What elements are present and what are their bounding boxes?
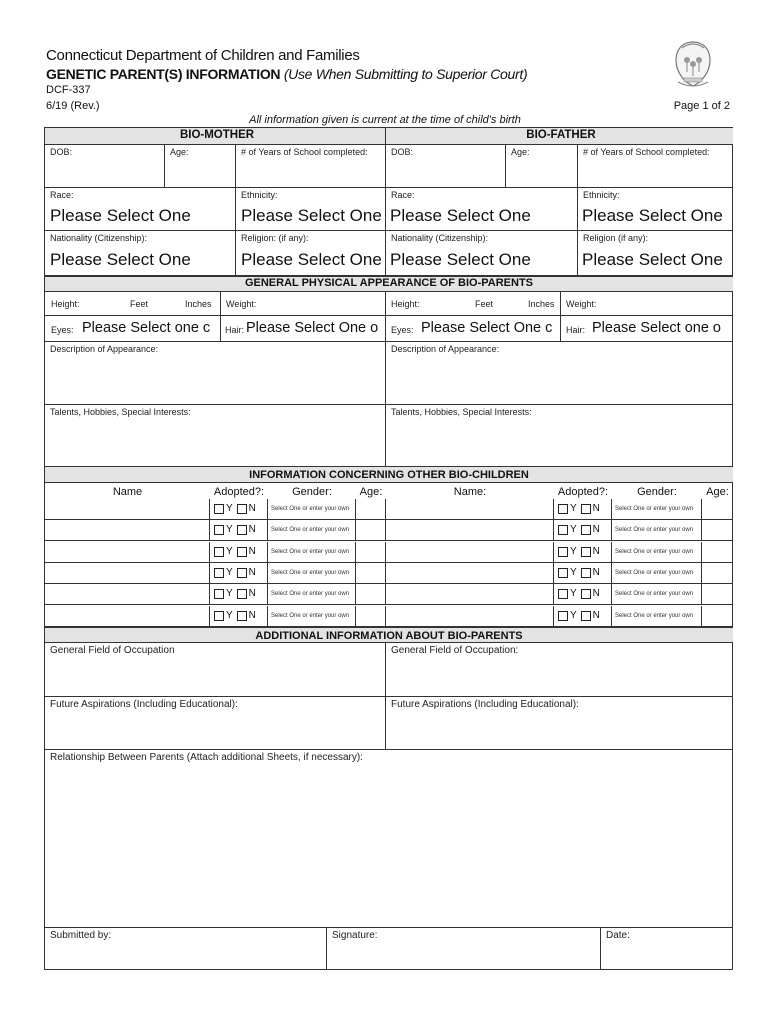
yes-checkbox[interactable]: [558, 504, 568, 514]
mother-child-name-input[interactable]: [45, 499, 210, 520]
father-child-age-input[interactable]: [702, 584, 733, 605]
father-age-label: Age:: [511, 147, 530, 157]
no-checkbox[interactable]: [237, 504, 247, 514]
yes-checkbox[interactable]: [214, 568, 224, 578]
father-inches-label: Inches: [528, 299, 555, 309]
mother-child-name-input[interactable]: [45, 584, 210, 605]
no-checkbox[interactable]: [581, 568, 591, 578]
father-height-label: Height:: [391, 299, 420, 309]
father-child-gender-select[interactable]: Select One or enter your own: [615, 591, 694, 597]
father-child-gender-header: Gender:: [637, 486, 677, 498]
father-child-age-input[interactable]: [702, 520, 733, 541]
mother-child-gender-select[interactable]: Select One or enter your own: [271, 549, 350, 555]
additional-section-header: [45, 627, 733, 643]
father-nationality-label: Nationality (Citizenship):: [391, 233, 489, 243]
mother-child-name-input[interactable]: [45, 606, 210, 627]
submitted-by-label: Submitted by:: [50, 930, 112, 941]
mother-child-name-header: Name: [112, 486, 143, 498]
bio-mother-heading: BIO-MOTHER: [179, 129, 255, 141]
form-revision: 6/19 (Rev.): [46, 100, 100, 112]
father-aspirations-field[interactable]: [386, 697, 733, 750]
father-child-age-input[interactable]: [702, 499, 733, 520]
mother-dob-field[interactable]: [45, 145, 165, 188]
mother-talents-label: Talents, Hobbies, Special Interests:: [50, 407, 191, 417]
mother-age-field[interactable]: [165, 145, 236, 188]
mother-child-adopted-options: [214, 503, 256, 514]
mother-ethnicity-label: Ethnicity:: [241, 190, 278, 200]
father-child-adopted-options: [558, 546, 600, 557]
mother-child-gender-select[interactable]: Select One or enter your own: [271, 506, 350, 512]
father-nationality-select[interactable]: Please Select One: [390, 250, 531, 269]
mother-child-age-input[interactable]: [356, 563, 386, 584]
yes-label: Y: [226, 503, 233, 514]
father-ethnicity-select[interactable]: Please Select One: [582, 206, 723, 225]
mother-ethnicity-select[interactable]: Please Select One: [241, 206, 382, 225]
father-child-name-header: Name:: [453, 486, 487, 498]
no-checkbox[interactable]: [237, 589, 247, 599]
no-label: N: [592, 546, 600, 557]
father-child-name-input[interactable]: [386, 606, 554, 627]
father-occupation-field[interactable]: [386, 643, 733, 697]
mother-aspirations-label: Future Aspirations (Including Educational):: [50, 699, 238, 710]
mother-child-name-input[interactable]: [45, 563, 210, 584]
signature-label: Signature:: [332, 930, 378, 941]
mother-child-gender-select[interactable]: Select One or enter your own: [271, 613, 350, 619]
mother-race-select[interactable]: Please Select One: [50, 206, 191, 225]
signature-field[interactable]: [327, 928, 601, 969]
father-child-name-input[interactable]: [386, 520, 554, 541]
no-label: N: [592, 503, 600, 514]
father-child-gender-select[interactable]: Select One or enter your own: [615, 506, 694, 512]
father-child-age-input[interactable]: [702, 542, 733, 563]
no-checkbox[interactable]: [237, 611, 247, 621]
father-child-gender-select[interactable]: Select One or enter your own: [615, 527, 694, 533]
father-school-label: # of Years of School completed:: [583, 147, 710, 157]
date-field[interactable]: [601, 928, 733, 969]
no-label: N: [248, 588, 256, 599]
father-child-age-header: Age:: [706, 486, 729, 498]
page-number: Page 1 of 2: [673, 100, 730, 112]
mother-child-adopted-options: [214, 567, 256, 578]
no-checkbox[interactable]: [237, 547, 247, 557]
no-label: N: [592, 588, 600, 599]
yes-label: Y: [570, 567, 577, 578]
yes-label: Y: [570, 610, 577, 621]
current-info-note: All information given is current at the time of child's birth: [249, 114, 521, 126]
father-child-gender-select[interactable]: Select One or enter your own: [615, 613, 694, 619]
no-label: N: [592, 524, 600, 535]
yes-label: Y: [226, 588, 233, 599]
no-label: N: [592, 567, 600, 578]
yes-checkbox[interactable]: [558, 547, 568, 557]
father-race-select[interactable]: Please Select One: [390, 206, 531, 225]
father-age-field[interactable]: [506, 145, 578, 188]
father-child-name-input[interactable]: [386, 499, 554, 520]
father-race-label: Race:: [391, 190, 415, 200]
mother-child-gender-select[interactable]: Select One or enter your own: [271, 591, 350, 597]
father-child-name-input[interactable]: [386, 542, 554, 563]
mother-race-label: Race:: [50, 190, 74, 200]
father-religion-label: Religion (if any):: [583, 233, 649, 243]
father-eyes-label: Eyes:: [391, 325, 414, 335]
yes-checkbox[interactable]: [558, 525, 568, 535]
relationship-label: Relationship Between Parents (Attach additional Sheets, if necessary):: [50, 752, 363, 763]
father-dob-field[interactable]: [386, 145, 506, 188]
mother-child-age-input[interactable]: [356, 542, 386, 563]
mother-child-name-input[interactable]: [45, 542, 210, 563]
yes-checkbox[interactable]: [558, 589, 568, 599]
father-school-field[interactable]: [578, 145, 733, 188]
no-checkbox[interactable]: [581, 525, 591, 535]
mother-feet-label: Feet: [130, 299, 149, 309]
mother-description-field[interactable]: [45, 342, 386, 405]
appearance-section-header: [45, 276, 733, 292]
no-checkbox[interactable]: [237, 525, 247, 535]
mother-child-gender-header: Gender:: [292, 486, 332, 498]
father-child-adopted-options: [558, 610, 600, 621]
relationship-field[interactable]: [45, 750, 733, 928]
father-talents-label: Talents, Hobbies, Special Interests:: [391, 407, 532, 417]
yes-label: Y: [226, 610, 233, 621]
children-section-header: [45, 467, 733, 483]
no-checkbox[interactable]: [581, 589, 591, 599]
no-checkbox[interactable]: [581, 547, 591, 557]
mother-hair-label: Hair:: [225, 325, 245, 335]
form-code: DCF-337: [46, 84, 91, 96]
father-hair-select[interactable]: Please Select one o: [592, 320, 721, 336]
mother-child-age-header: Age:: [359, 486, 383, 498]
mother-hair-select[interactable]: Please Select One o: [246, 320, 379, 336]
father-talents-field[interactable]: [386, 405, 733, 467]
mother-nationality-label: Nationality (Citizenship):: [50, 233, 148, 243]
mother-height-label: Height:: [51, 299, 80, 309]
bio-father-heading: BIO-FATHER: [526, 129, 596, 141]
no-checkbox[interactable]: [581, 504, 591, 514]
mother-occupation-label: General Field of Occupation: [50, 645, 175, 656]
yes-label: Y: [226, 524, 233, 535]
submitted-by-field[interactable]: [45, 928, 327, 969]
mother-child-age-input[interactable]: [356, 606, 386, 627]
father-dob-label: DOB:: [391, 147, 414, 157]
mother-eyes-select[interactable]: Please Select one c: [82, 320, 211, 336]
yes-label: Y: [570, 546, 577, 557]
no-label: N: [592, 610, 600, 621]
father-child-age-input[interactable]: [702, 563, 733, 584]
yes-checkbox[interactable]: [214, 589, 224, 599]
mother-school-label: # of Years of School completed:: [241, 147, 368, 157]
mother-school-field[interactable]: [236, 145, 386, 188]
form-title-subtitle: (Use When Submitting to Superior Court): [283, 66, 528, 82]
appearance-section-title: GENERAL PHYSICAL APPEARANCE OF BIO-PARENTS: [244, 277, 534, 289]
no-label: N: [248, 524, 256, 535]
mother-child-age-input[interactable]: [356, 499, 386, 520]
father-aspirations-label: Future Aspirations (Including Educational):: [391, 699, 579, 710]
yes-label: Y: [570, 588, 577, 599]
no-label: N: [248, 567, 256, 578]
father-child-gender-select[interactable]: Select One or enter your own: [615, 549, 694, 555]
additional-section-title: ADDITIONAL INFORMATION ABOUT BIO-PARENTS: [255, 630, 523, 642]
no-checkbox[interactable]: [237, 568, 247, 578]
date-label: Date:: [606, 930, 630, 941]
form-title-main: GENETIC PARENT(S) INFORMATION: [46, 66, 281, 82]
father-child-name-input[interactable]: [386, 584, 554, 605]
mother-child-gender-select[interactable]: Select One or enter your own: [271, 527, 350, 533]
mother-child-name-input[interactable]: [45, 520, 210, 541]
yes-checkbox[interactable]: [558, 611, 568, 621]
yes-checkbox[interactable]: [558, 568, 568, 578]
mother-dob-label: DOB:: [50, 147, 73, 157]
father-description-label: Description of Appearance:: [391, 344, 500, 354]
father-religion-select[interactable]: Please Select One: [582, 250, 723, 269]
mother-inches-label: Inches: [185, 299, 212, 309]
mother-child-age-input[interactable]: [356, 584, 386, 605]
mother-aspirations-field[interactable]: [45, 697, 386, 750]
no-checkbox[interactable]: [581, 611, 591, 621]
father-child-adopted-options: [558, 503, 600, 514]
father-child-gender-select[interactable]: Select One or enter your own: [615, 570, 694, 576]
mother-age-label: Age:: [170, 147, 189, 157]
mother-child-adopted-options: [214, 588, 256, 599]
mother-nationality-select[interactable]: Please Select One: [50, 250, 191, 269]
no-label: N: [248, 610, 256, 621]
no-label: N: [248, 503, 256, 514]
form-title: [46, 66, 527, 82]
mother-religion-select[interactable]: Please Select One: [241, 250, 382, 269]
father-weight-field[interactable]: [561, 292, 733, 316]
mother-child-adopted-options: [214, 546, 256, 557]
yes-checkbox[interactable]: [214, 611, 224, 621]
yes-checkbox[interactable]: [214, 547, 224, 557]
father-feet-label: Feet: [475, 299, 494, 309]
yes-checkbox[interactable]: [214, 525, 224, 535]
father-child-adopted-options: [558, 588, 600, 599]
children-section-title: INFORMATION CONCERNING OTHER BIO-CHILDREN: [249, 469, 529, 481]
mother-weight-label: Weight:: [226, 299, 257, 309]
father-child-adopted-header: Adopted?:: [557, 486, 609, 498]
mother-child-age-input[interactable]: [356, 520, 386, 541]
mother-weight-field[interactable]: [221, 292, 386, 316]
yes-label: Y: [570, 524, 577, 535]
father-eyes-select[interactable]: Please Select One c: [421, 320, 553, 336]
yes-label: Y: [226, 567, 233, 578]
father-child-adopted-options: [558, 567, 600, 578]
father-hair-label: Hair:: [566, 325, 586, 335]
mother-description-label: Description of Appearance:: [50, 344, 159, 354]
mother-child-adopted-header: Adopted?:: [213, 486, 265, 498]
mother-talents-field[interactable]: [45, 405, 386, 467]
state-seal-icon: [668, 38, 718, 90]
father-description-field[interactable]: [386, 342, 733, 405]
mother-child-adopted-options: [214, 524, 256, 535]
mother-child-gender-select[interactable]: Select One or enter your own: [271, 570, 350, 576]
father-child-name-input[interactable]: [386, 563, 554, 584]
mother-child-adopted-options: [214, 610, 256, 621]
father-child-age-input[interactable]: [702, 606, 733, 627]
agency-name: Connecticut Department of Children and Families: [46, 47, 360, 64]
father-ethnicity-label: Ethnicity:: [583, 190, 620, 200]
no-label: N: [248, 546, 256, 557]
yes-label: Y: [570, 503, 577, 514]
father-child-adopted-options: [558, 524, 600, 535]
mother-religion-label: Religion: (if any):: [241, 233, 309, 243]
father-occupation-label: General Field of Occupation:: [391, 645, 519, 656]
mother-occupation-field[interactable]: [45, 643, 386, 697]
yes-checkbox[interactable]: [214, 504, 224, 514]
mother-eyes-label: Eyes:: [51, 325, 74, 335]
father-weight-label: Weight:: [566, 299, 597, 309]
yes-label: Y: [226, 546, 233, 557]
